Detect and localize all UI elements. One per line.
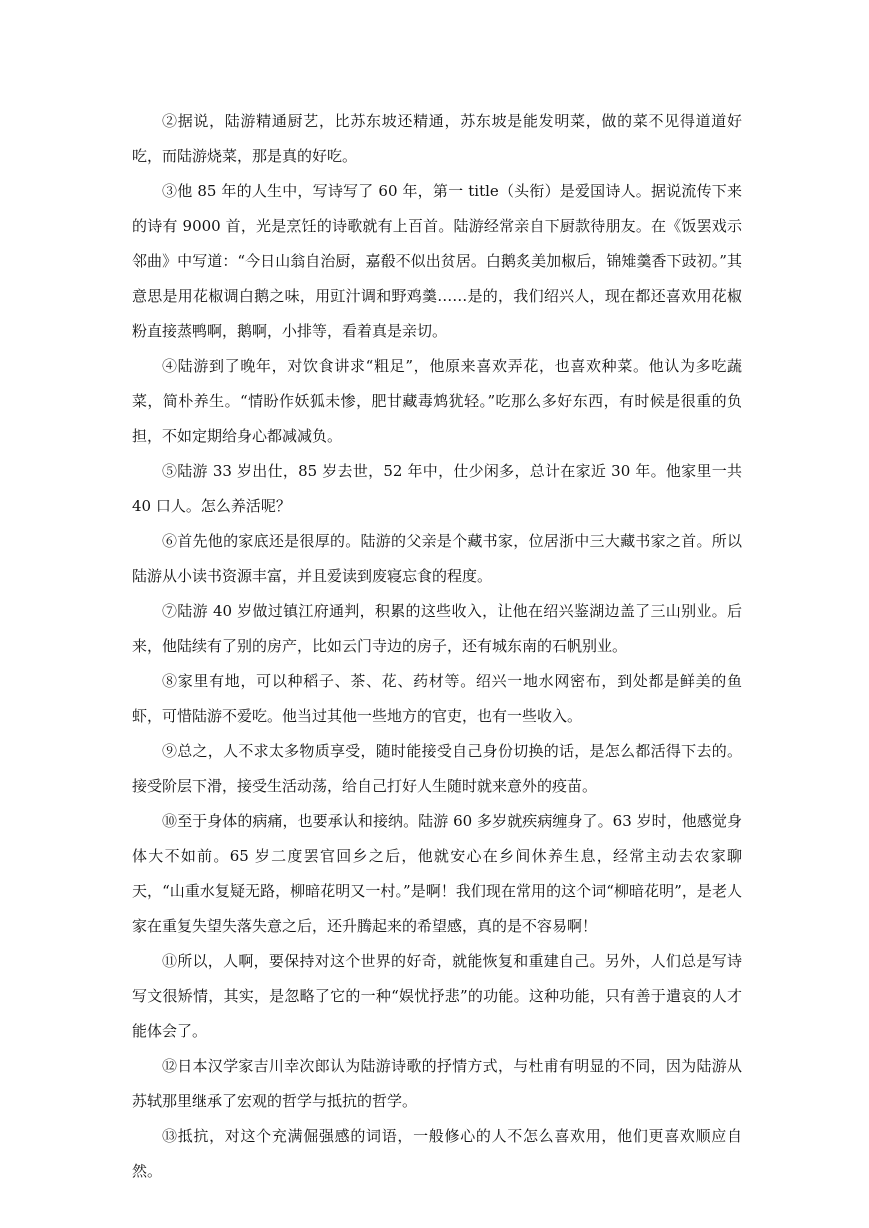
paragraph-5: ⑤陆游 33 岁出仕，85 岁去世，52 年中，仕少闲多，总计在家近 30 年。他家里一共 40 口人。怎么养活呢？ bbox=[132, 462, 742, 515]
paragraph-10: ⑩至于身体的病痛，也要承认和接纳。陆游 60 多岁就疾病缠身了。63 岁时，他感觉身体大不如前。65 岁二度罢官回乡之后，他就安心在乡间休养生息，经常主动去农家聊天，“山重水复疑无路，柳暗花明又一村。”是啊！我们现在常用的这个词“柳暗花明”，是老人家在重复失望失落失意之后，还升腾起来的希望感，真的是不容易啊！ bbox=[132, 812, 742, 935]
paragraph-11: ⑪所以，人啊，要保持对这个世界的好奇，就能恢复和重建自己。另外，人们总是写诗写文很矫情，其实，是忽略了它的一种“娱忧抒悲”的功能。这种功能，只有善于遣哀的人才能体会了。 bbox=[132, 952, 742, 1040]
paragraph-3: ③他 85 年的人生中，写诗写了 60 年，第一 title（头衔）是爱国诗人。据说流传下来的诗有 9000 首，光是烹饪的诗歌就有上百首。陆游经常亲自下厨款待朋友。在《饭罢戏示邻曲》中写道：“今日山翁自治厨，嘉殽不似出贫居。白鹅炙美加椒后，锦雉羹香下豉初。”其意思是用花椒调白鹅之味，用豇汁调和野鸡羹……是的，我们绍兴人，现在都还喜欢用花椒粉直接蒸鸭啊，鹅啊，小排等，看着真是亲切。 bbox=[132, 182, 742, 340]
paragraph-2: ②据说，陆游精通厨艺，比苏东坡还精通，苏东坡是能发明菜，做的菜不见得道道好吃，而陆游烧菜，那是真的好吃。 bbox=[132, 112, 742, 165]
paragraph-13: ⑬抵抗，对这个充满倔强感的词语，一般修心的人不怎么喜欢用，他们更喜欢顺应自然。 bbox=[132, 1127, 742, 1180]
paragraph-7: ⑦陆游 40 岁做过镇江府通判，积累的这些收入，让他在绍兴鉴湖边盖了三山别业。后来，他陆续有了别的房产，比如云门寺边的房子，还有城东南的石帆别业。 bbox=[132, 602, 742, 655]
paragraph-9: ⑨总之，人不求太多物质享受，随时能接受自己身份切换的话，是怎么都活得下去的。接受阶层下滑，接受生活动荡，给自己打好人生随时就来意外的疫苗。 bbox=[132, 742, 742, 795]
paragraph-12: ⑫日本汉学家吉川幸次郎认为陆游诗歌的抒情方式，与杜甫有明显的不同，因为陆游从苏轼那里继承了宏观的哲学与抵抗的哲学。 bbox=[132, 1057, 742, 1110]
article-body bbox=[132, 104, 742, 1189]
paragraph-8: ⑧家里有地，可以种稻子、茶、花、药材等。绍兴一地水网密布，到处都是鲜美的鱼虾，可惜陆游不爱吃。他当过其他一些地方的官吏，也有一些收入。 bbox=[132, 672, 742, 725]
paragraph-4: ④陆游到了晚年，对饮食讲求“粗足”，他原来喜欢弄花，也喜欢种菜。他认为多吃蔬菜，简朴养生。“情盼作妖狐未惨，肥甘藏毒鸩犹轻。”吃那么多好东西，有时候是很重的负担，不如定期给身心都减减负。 bbox=[132, 357, 742, 445]
paragraph-6: ⑥首先他的家底还是很厚的。陆游的父亲是个藏书家，位居浙中三大藏书家之首。所以陆游从小读书资源丰富，并且爱读到废寝忘食的程度。 bbox=[132, 532, 742, 585]
